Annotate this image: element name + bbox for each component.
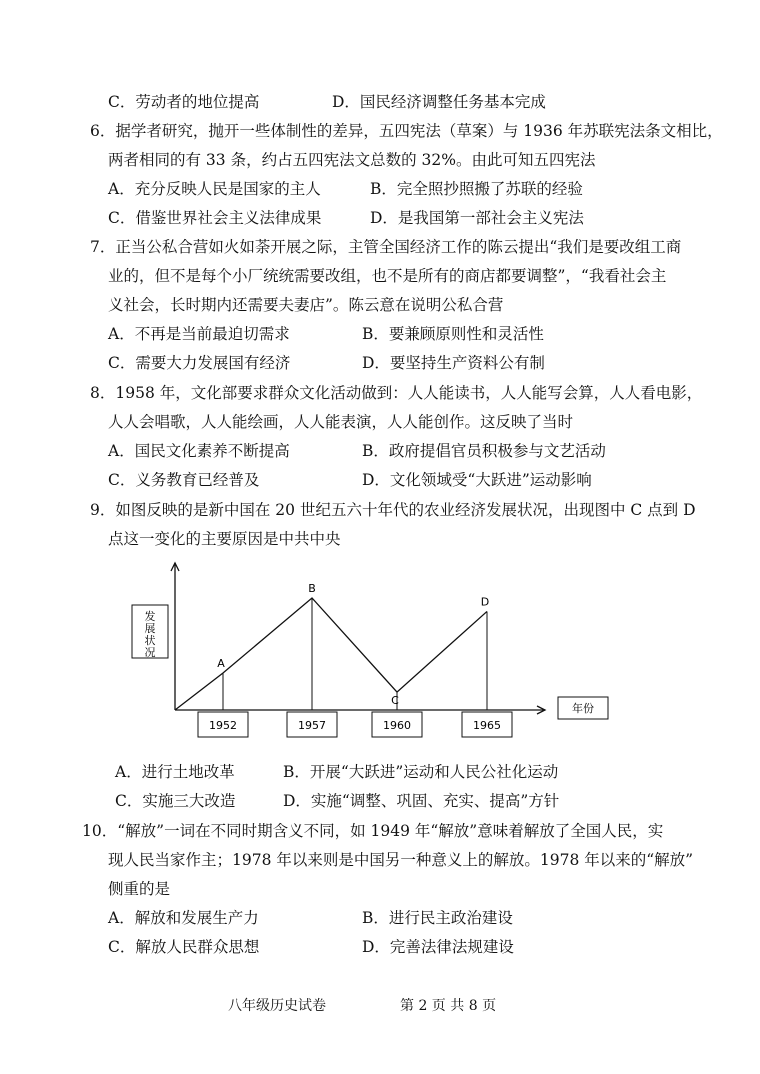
point-label-b: B xyxy=(308,582,316,595)
y-axis-label-char: 发 xyxy=(144,610,156,623)
q6-stem-line1: 6．据学者研究，抛开一些体制性的差异，五四宪法（草案）与 1936 年苏联宪法条文相比， xyxy=(90,122,723,140)
agriculture-development-chart xyxy=(125,553,625,743)
tick-label-1957: 1957 xyxy=(298,719,326,732)
point-label-a: A xyxy=(217,657,225,671)
q5-option-c: C．劳动者的地位提高 xyxy=(108,93,260,111)
q7-stem-line2: 业的，但不是每个小厂统统需要改组，也不是所有的商店都要调整”，“我看社会主 xyxy=(108,267,667,285)
q10-stem-line1: 10．“解放”一词在不同时期含义不同，如 1949 年“解放”意味着解放了全国人民，实 xyxy=(82,822,664,840)
footer-exam-title: 八年级历史试卷 xyxy=(228,998,326,1014)
q8-option-b: B．政府提倡官员积极参与文艺活动 xyxy=(362,442,606,460)
footer-page-number: 第 2 页 共 8 页 xyxy=(400,998,497,1014)
y-axis-label-char: 况 xyxy=(144,646,156,659)
q7-stem-line1: 7．正当公私合营如火如荼开展之际，主管全国经济工作的陈云提出“我们是要改组工商 xyxy=(90,238,682,256)
q6-stem-line2: 两者相同的有 33 条，约占五四宪法文总数的 32%。由此可知五四宪法 xyxy=(108,151,596,169)
q6-option-d: D．是我国第一部社会主义宪法 xyxy=(370,209,584,227)
point-label-d: D xyxy=(480,595,490,609)
tick-label-1952: 1952 xyxy=(209,719,237,732)
tick-label-1965: 1965 xyxy=(473,719,501,732)
q10-stem-line3: 侧重的是 xyxy=(108,880,171,898)
q7-stem-line3: 义社会，长时期内还需要夫妻店”。陈云意在说明公私合营 xyxy=(108,296,504,314)
q5-option-d: D．国民经济调整任务基本完成 xyxy=(332,93,546,111)
q9-option-a: A．进行土地改革 xyxy=(115,763,235,781)
q6-option-c: C．借鉴世界社会主义法律成果 xyxy=(108,209,322,227)
q10-option-d: D．完善法律法规建设 xyxy=(362,938,514,956)
tick-label-1960: 1960 xyxy=(383,719,411,732)
x-axis-label: 年份 xyxy=(572,702,594,715)
q8-option-d: D．文化领域受“大跃进”运动影响 xyxy=(362,471,592,489)
q7-option-b: B．要兼顾原则性和灵活性 xyxy=(362,325,544,343)
q10-option-a: A．解放和发展生产力 xyxy=(108,909,259,927)
y-axis-label-char: 状 xyxy=(144,634,156,647)
q8-stem-line1: 8．1958 年，文化部要求群众文化活动做到：人人能读书，人人能写会算，人人看电影， xyxy=(90,384,703,402)
q7-option-a: A．不再是当前最迫切需求 xyxy=(108,325,290,343)
q10-stem-line2: 现人民当家作主；1978 年以来则是中国另一种意义上的解放。1978 年以来的“解放” xyxy=(108,851,694,869)
q10-option-c: C．解放人民群众思想 xyxy=(108,938,260,956)
q6-option-a: A．充分反映人民是国家的主人 xyxy=(108,180,321,198)
q8-option-a: A．国民文化素养不断提高 xyxy=(108,442,290,460)
q7-option-d: D．要坚持生产资料公有制 xyxy=(362,354,545,372)
q10-option-b: B．进行民主政治建设 xyxy=(362,909,513,927)
q8-option-c: C．义务教育已经普及 xyxy=(108,471,260,489)
q9-stem-line2: 点这一变化的主要原因是中共中央 xyxy=(108,530,341,548)
q9-option-c: C．实施三大改造 xyxy=(115,792,236,810)
q6-option-b: B．完全照抄照搬了苏联的经验 xyxy=(370,180,583,198)
series-line xyxy=(175,598,487,710)
q9-option-d: D．实施“调整、巩固、充实、提高”方针 xyxy=(283,792,560,810)
q9-option-b: B．开展“大跃进”运动和人民公社化运动 xyxy=(283,763,559,781)
q9-stem-line1: 9．如图反映的是新中国在 20 世纪五六十年代的农业经济发展状况，出现图中 C 点到 D xyxy=(90,501,696,519)
y-axis-label-char: 展 xyxy=(144,622,156,635)
q8-stem-line2: 人人会唱歌，人人能绘画，人人能表演，人人能创作。这反映了当时 xyxy=(108,413,574,431)
q7-option-c: C．需要大力发展国有经济 xyxy=(108,354,291,372)
point-label-c: C xyxy=(391,694,399,708)
